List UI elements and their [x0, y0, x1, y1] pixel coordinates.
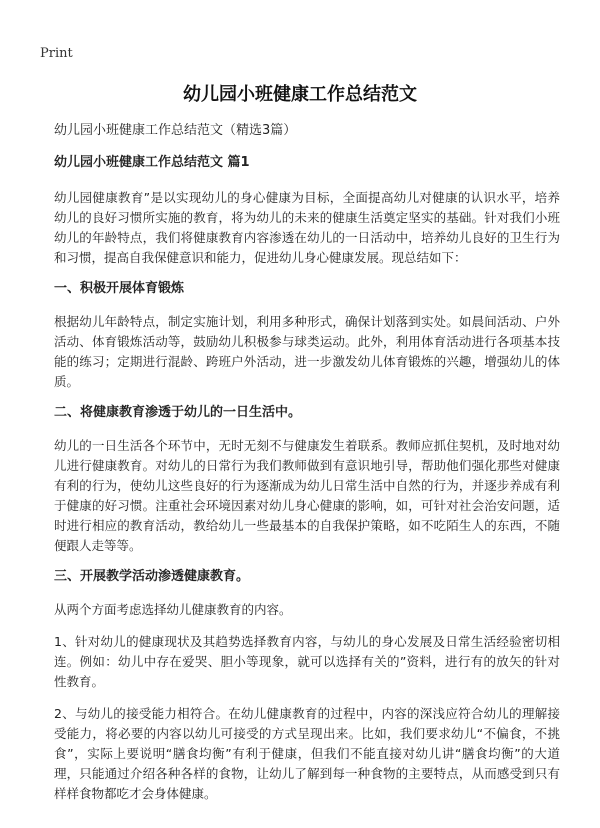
- print-link[interactable]: Print: [40, 46, 73, 61]
- document-subtitle: 幼儿园小班健康工作总结范文（精选3篇）: [54, 123, 297, 138]
- section-3-item-2: 2、与幼儿的接受能力相符合。在幼儿健康教育的过程中，内容的深浅应符合幼儿的理解接受能力，将必要的内容以幼儿可接受的方式呈现出来。比如，我们要求幼儿“不偏食，不挑食”，实际上要说明“膳食均衡”有利于健康，但我们不能直接对幼儿讲“膳食均衡”的大道理，只能通过介绍各种各样的食物，让幼儿了解到每一种食物的主要特点，从而感受到只有样样食物都吃才会身体健康。: [54, 706, 560, 801]
- section-2-heading: 二、将健康教育渗透于幼儿的一日生活中。: [54, 405, 302, 420]
- part-title: 幼儿园小班健康工作总结范文 篇1: [54, 155, 250, 170]
- document-title: 幼儿园小班健康工作总结范文: [183, 84, 417, 105]
- section-1-heading: 一、积极开展体育锻炼: [54, 281, 185, 296]
- intro-paragraph: 幼儿园健康教育”是以实现幼儿的身心健康为目标，全面提高幼儿对健康的认识水平，培养幼儿的良好习惯所实施的教育，将为幼儿的未来的健康生活奠定坚实的基础。针对我们小班幼儿的年龄特点，我们将健康教育内容渗透在幼儿的一日活动中，培养幼儿良好的卫生行为和习惯，提高自我保健意识和能力，促进幼儿身心健康发展。现总结如下：: [54, 190, 560, 265]
- section-1-paragraph: 根据幼儿年龄特点，制定实施计划，利用多种形式，确保计划落到实处。如晨间活动、户外活动、体育锻炼活动等，鼓励幼儿积极参与球类运动。此外，利用体育活动进行各项基本技能的练习；定期进行混龄、跨班户外活动，进一步激发幼儿体育锻炼的兴趣，增强幼儿的体质。: [54, 314, 560, 389]
- section-3-intro: 从两个方面考虑选择幼儿健康教育的内容。: [54, 602, 292, 617]
- section-2-paragraph: 幼儿的一日生活各个环节中，无时无刻不与健康发生着联系。教师应抓住契机，及时地对幼儿进行健康教育。对幼儿的日常行为我们教师做到有意识地引导，帮助他们强化那些对健康有利的行为，使幼儿这些良好的行为逐渐成为幼儿日常生活中自然的行为，并逐步养成有利于健康的好习惯。注重社会环境因素对幼儿身心健康的影响，如，可针对社会治安问题，适时进行相应的教育活动，教给幼儿一些最基本的自我保护策略，如不吃陌生人的东西，不随便跟人走等等。: [54, 438, 560, 553]
- document-body: [54, 122, 560, 816]
- section-3-item-1: 1、针对幼儿的健康现状及其趋势选择教育内容，与幼儿的身心发展及日常生活经验密切相连。例如：幼儿中存在爱哭、胆小等现象，就可以选择有关的”资料，进行有的放矢的针对性教育。: [54, 634, 560, 689]
- section-3-heading: 三、开展教学活动渗透健康教育。: [54, 569, 250, 584]
